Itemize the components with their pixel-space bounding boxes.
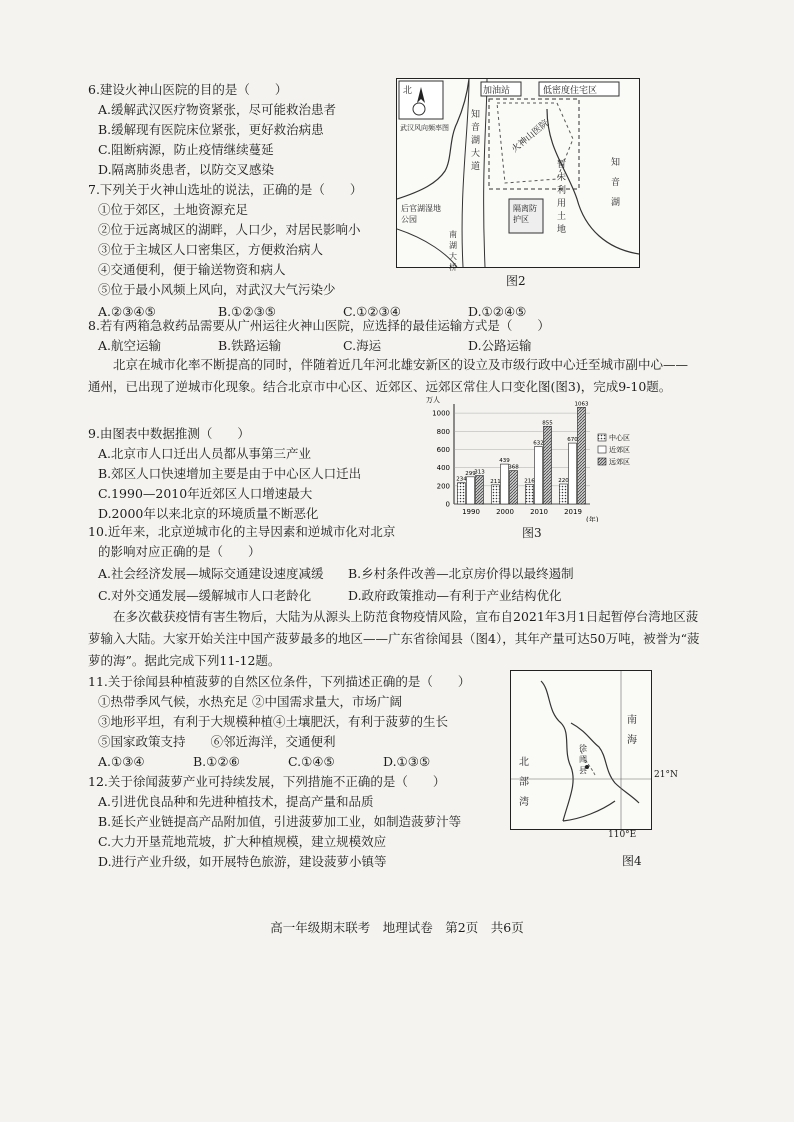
q6-option-d: D.隔离肺炎患者，以防交叉感染: [98, 162, 275, 177]
q6-option-c: C.阻断病源，防止疫情继续蔓延: [98, 142, 274, 157]
south-china-sea-label: 南海: [627, 715, 637, 746]
q7-item-3: ③位于主城区人口密集区，方便救治病人: [98, 242, 324, 257]
q11-item-3: ⑤国家政策支持 ⑥邻近海洋，交通便利: [98, 734, 336, 749]
q8-option-d: D.公路运输: [468, 338, 532, 353]
figure-4-caption: 图4: [622, 854, 642, 868]
map-bridge-label: 南湖大桥: [449, 230, 457, 272]
bar-data-label: 211: [490, 478, 501, 485]
q7-option-a: A.②③④⑤: [98, 304, 156, 319]
legend-label: 近郊区: [609, 446, 630, 454]
xuwen-county-label: 徐闻县: [579, 744, 587, 775]
beibu-gulf-label: 北部湾: [519, 757, 529, 808]
q11-option-c: C.①④⑤: [288, 754, 335, 769]
q12-option-b: B.延长产业链提高产品附加值，引进菠萝加工业，如制造菠萝汁等: [98, 814, 462, 829]
map-north-label: 北: [403, 86, 413, 96]
q11-option-d: D.①③⑤: [383, 754, 431, 769]
map-farmland-label: 暂未利用土地: [557, 160, 567, 235]
bar-远郊区: [544, 426, 552, 504]
y-tick-label: 200: [436, 482, 450, 491]
q6-option-b: B.缓解现有医院床位紧张，更好救治病患: [98, 122, 324, 137]
bar-data-label: 216: [524, 478, 535, 485]
q12-option-c: C.大力开垦荒地荒坡，扩大种植规模，建立规模效应: [98, 834, 387, 849]
q10-option-c: C.对外交通发展—缓解城市人口老龄化: [98, 588, 312, 603]
y-unit-label: 万人: [426, 396, 440, 404]
x-tick-label: 2000: [496, 508, 514, 516]
intro-9-10: 北京在城市化率不断提高的同时，伴随着近几年河北雄安新区的设立及市级行政中心迁至城市副中心——通州，已出现了逆城市化现象。结合北京市中心区、近郊区、远郊区常住人口变化图(图3)，完成9-10题。: [88, 357, 689, 394]
map-isolation-label: 隔离防护区: [513, 204, 537, 224]
q8-stem: 8.若有两箱急救药品需要从广州运往火神山医院，应选择的最佳运输方式是（ ）: [88, 318, 550, 333]
bar-近郊区: [569, 443, 577, 504]
q8-option-a: A.航空运输: [98, 338, 162, 353]
map-road-label: 知音湖大道: [471, 110, 481, 172]
q11-item-2: ③地形平坦，有利于大规模种植④土壤肥沃，有利于菠萝的生长: [98, 714, 449, 729]
bar-远郊区: [510, 471, 518, 504]
q7-item-5: ⑤位于最小风频上风向，对武汉大气污染少: [98, 282, 336, 297]
map-park-label: 后官湖湿地公园: [401, 204, 441, 224]
bar-data-label: 234: [456, 476, 467, 483]
q10-option-a: A.社会经济发展—城际交通建设速度减缓: [98, 566, 324, 581]
map-residential: 低密度住宅区: [543, 86, 598, 96]
q12-option-d: D.进行产业升级，如开展特色旅游，建设菠萝小镇等: [98, 854, 387, 869]
hospital-site-map: [397, 79, 639, 267]
legend-label: 中心区: [609, 434, 630, 442]
y-tick-label: 800: [436, 427, 450, 436]
map-lake-label: 知音湖: [611, 158, 621, 208]
q7-item-4: ④交通便利，便于输送物资和病人: [98, 262, 286, 277]
q7-stem: 7.下列关于火神山选址的说法，正确的是（ ）: [88, 182, 363, 197]
figure-3-chart: [420, 392, 660, 522]
q7-option-c: C.①②③④: [343, 304, 401, 319]
legend-swatch: [598, 434, 606, 441]
q9-option-a: A.北京市人口迁出人员都从事第三产业: [98, 446, 312, 461]
q9-stem: 9.由图表中数据推测（ ）: [88, 426, 250, 441]
q9-option-d: D.2000年以来北京的环境质量不断恶化: [98, 506, 319, 521]
q11-item-1: ①热带季风气候，水热充足 ②中国需求量大，市场广阔: [98, 694, 402, 709]
map-gas-station: 加油站: [483, 86, 511, 96]
bar-中心区: [458, 483, 466, 504]
bar-远郊区: [578, 407, 586, 504]
q11-stem: 11.关于徐闻县种植菠萝的自然区位条件，下列描述正确的是（ ）: [88, 674, 471, 689]
bar-近郊区: [467, 477, 475, 504]
q7-option-d: D.①②④⑤: [468, 304, 527, 319]
legend-label: 远郊区: [609, 458, 630, 466]
bar-远郊区: [476, 476, 484, 504]
q7-option-b: B.①②③⑤: [218, 304, 276, 319]
bar-data-label: 313: [474, 469, 485, 476]
y-tick-label: 1000: [432, 409, 450, 418]
intro-11-12: 在多次截获疫情有害生物后，大陆为从源头上防范食物疫情风险，宣布自2021年3月1日起暂停台湾地区菠萝输入大陆。大家开始关注中国产菠萝最多的地区——广东省徐闻县（图4），其年产量可达50万吨，被誉为“菠萝的海”。据此完成下列11-12题。: [88, 609, 700, 668]
longitude-label: 110°E: [608, 830, 637, 840]
q9-option-b: B.郊区人口快速增加主要是由于中心区人口迁出: [98, 466, 362, 481]
bar-中心区: [526, 484, 534, 504]
q11-option-b: B.①②⑥: [193, 754, 240, 769]
legend-swatch: [598, 458, 606, 465]
q6-option-a: A.缓解武汉医疗物资紧张，尽可能救治患者: [98, 102, 337, 117]
x-tick-label: 2010: [530, 508, 548, 516]
x-tick-label: 1990: [462, 508, 480, 516]
x-tick-label: 2019: [564, 508, 582, 516]
bar-data-label: 220: [558, 478, 569, 484]
y-tick-label: 600: [436, 445, 450, 454]
legend-swatch: [598, 446, 606, 453]
figure-2-caption: 图2: [506, 274, 526, 288]
bar-data-label: 670: [567, 437, 578, 444]
bar-data-label: 439: [499, 458, 510, 465]
q12-stem: 12.关于徐闻菠萝产业可持续发展，下列措施不正确的是（ ）: [88, 774, 446, 789]
population-bar-chart: [420, 392, 660, 522]
map-hospital-label: 火神山医院: [510, 118, 551, 155]
q10-stem-line1: 10.近年来，北京逆城市化的主导因素和逆城市化对北京: [88, 524, 396, 539]
q10-option-b: B.乡村条件改善—北京房价得以最终遏制: [348, 566, 574, 581]
bar-data-label: 632: [533, 440, 544, 447]
figure-3-caption: 图3: [522, 526, 542, 540]
x-unit-label: (年): [586, 516, 599, 522]
latitude-label: 21°N: [654, 770, 678, 780]
map-wind-legend: 武汉风向频率图: [400, 124, 449, 132]
bar-中心区: [492, 485, 500, 504]
q12-option-a: A.引进优良品种和先进种植技术，提高产量和品质: [98, 794, 374, 809]
bar-data-label: 1063: [574, 401, 589, 408]
q7-item-2: ②位于远离城区的湖畔，人口少，对居民影响小: [98, 222, 361, 237]
y-tick-label: 400: [436, 464, 450, 473]
figure-4-map: [510, 670, 652, 830]
exam-page: [58, 62, 758, 1062]
bar-data-label: 855: [542, 420, 553, 427]
q11-option-a: A.①③④: [98, 754, 145, 769]
q10-stem-line2: 的影响对应正确的是（ ）: [98, 544, 261, 559]
bar-data-label: 299: [465, 470, 476, 477]
q10-option-d: D.政府政策推动—有利于产业结构优化: [348, 588, 562, 603]
page-footer: 高一年级期末联考 地理试卷 第2页 共6页: [270, 920, 524, 935]
bar-中心区: [560, 484, 568, 504]
q9-option-c: C.1990—2010年近郊区人口增速最大: [98, 486, 313, 501]
q8-option-b: B.铁路运输: [218, 338, 282, 353]
figure-2-map: [396, 78, 640, 272]
q8-option-c: C.海运: [343, 338, 382, 353]
q6-stem: 6.建设火神山医院的目的是（ ）: [88, 82, 288, 97]
bar-data-label: 368: [508, 464, 519, 471]
q7-item-1: ①位于郊区，土地资源充足: [98, 202, 249, 217]
bar-近郊区: [535, 447, 543, 504]
y-tick-label: 0: [445, 500, 450, 509]
